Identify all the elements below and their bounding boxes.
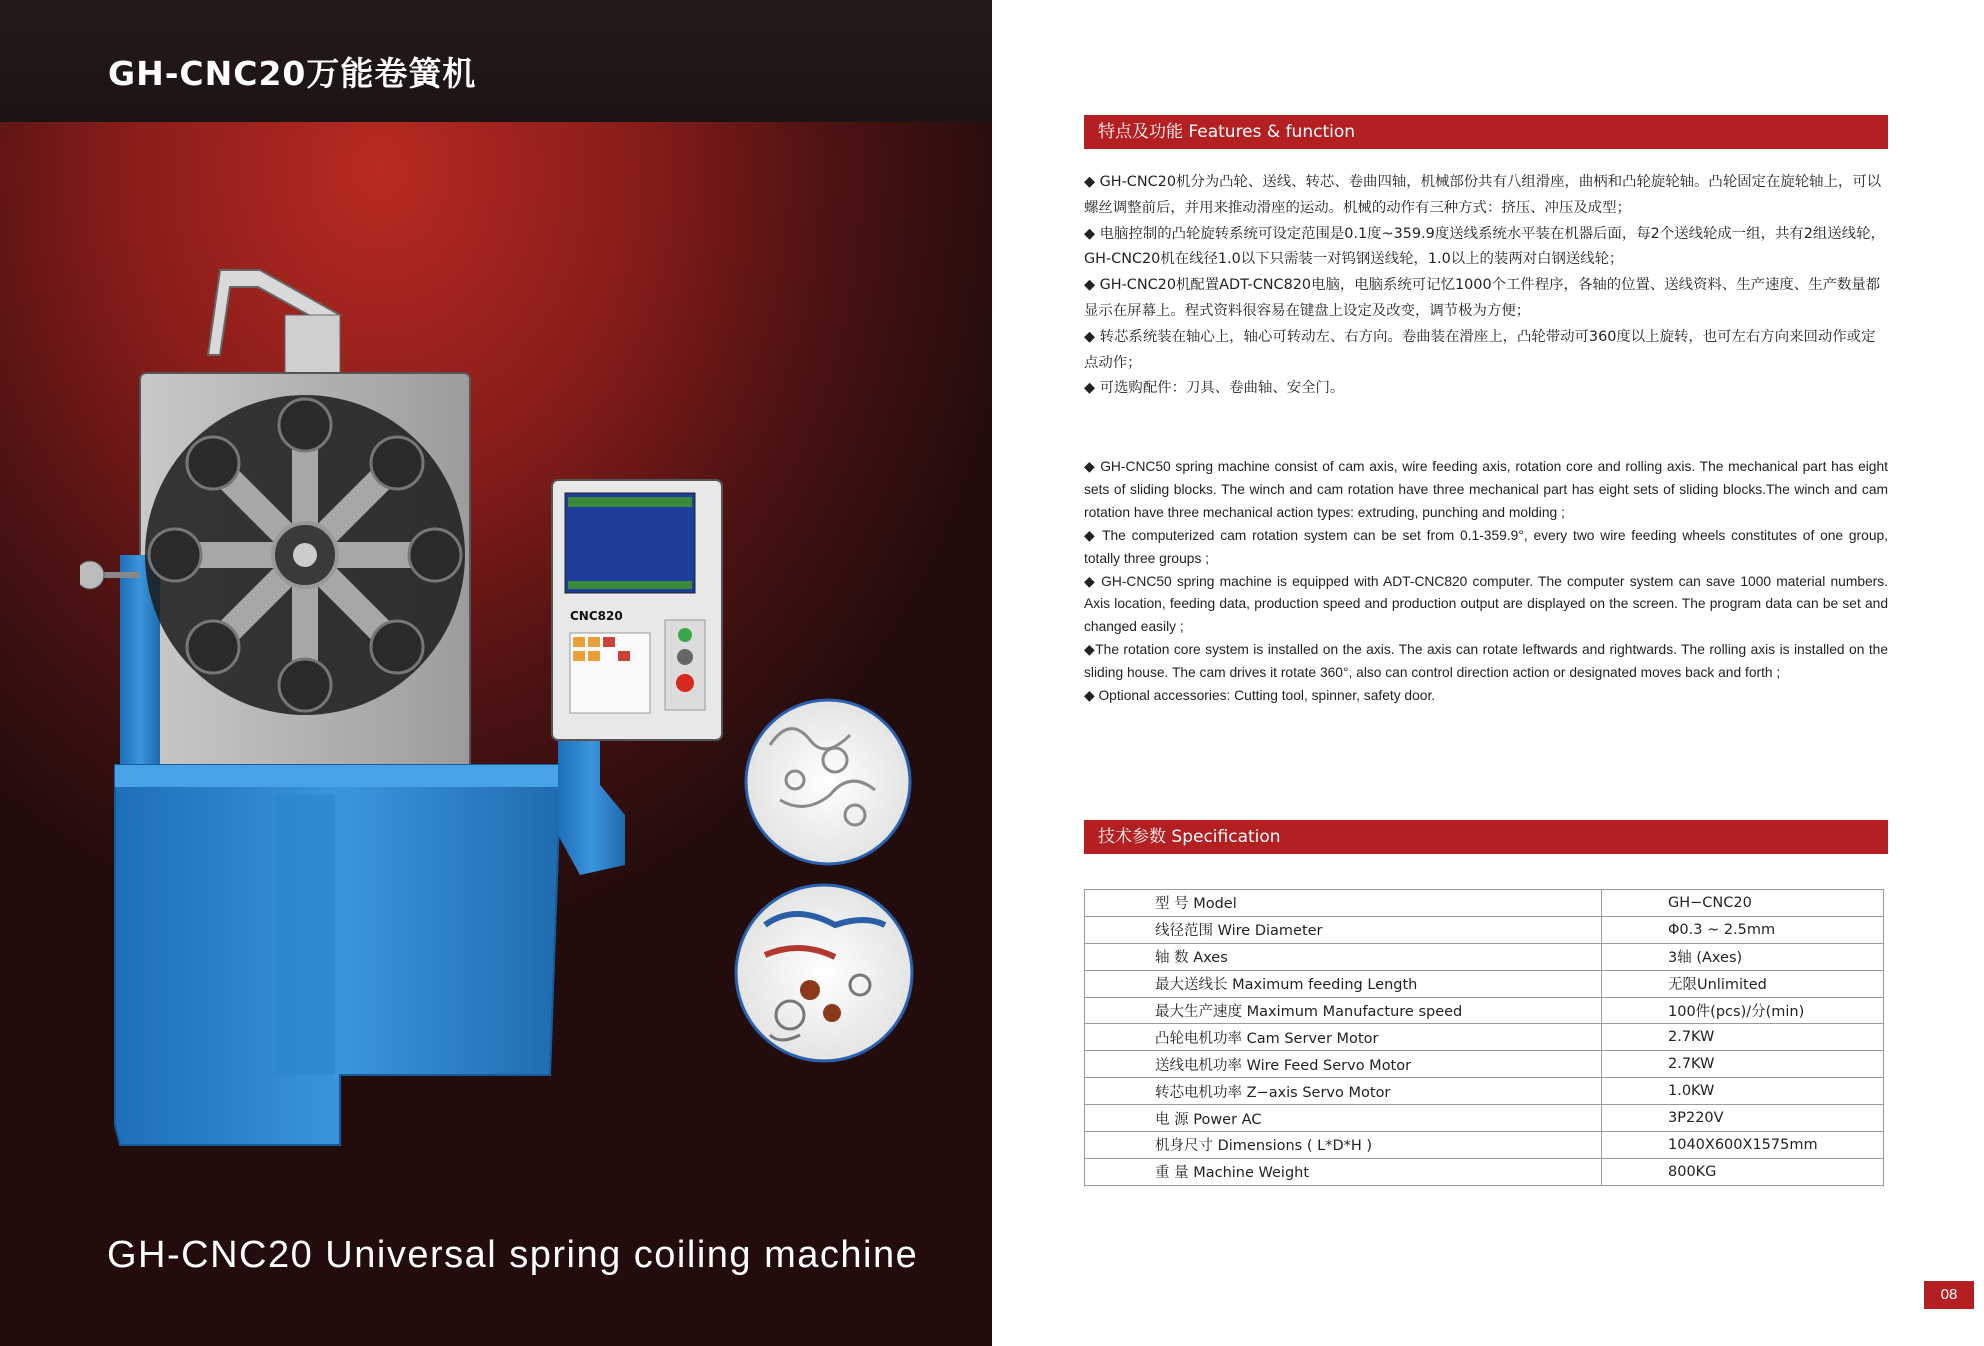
spec-value: 2.7KW	[1602, 1051, 1884, 1078]
spec-key: 型 号 Model	[1085, 890, 1602, 917]
table-row	[1085, 1078, 1884, 1105]
spec-key: 电 源 Power AC	[1085, 1105, 1602, 1132]
table-row	[1085, 1132, 1884, 1159]
spec-key: 最大生产速度 Maximum Manufacture speed	[1085, 997, 1602, 1024]
table-row	[1085, 1105, 1884, 1132]
machine-illustration	[80, 255, 980, 1175]
spec-value: 无限Unlimited	[1602, 970, 1884, 997]
page-title-en: GH-CNC20 Universal spring coiling machine	[107, 1234, 919, 1276]
handwheel-icon	[80, 561, 104, 589]
feature-en-item: ◆The rotation core system is installed on the axis. The axis can rotate leftwards and rightwards. The rolling axis is installed on the sliding house. The cam drives it rotate 360°, also can control direction action or designated moves back and forth ;	[1084, 642, 1888, 681]
table-row	[1085, 1158, 1884, 1185]
page-number: 08	[1924, 1281, 1974, 1309]
features-heading: 特点及功能 Features & function	[1098, 122, 1356, 142]
feature-en-item: ◆ GH-CNC50 spring machine consist of cam axis, wire feeding axis, rotation core and rolling axis. The mechanical part has eight sets of sliding blocks. The winch and cam rotation have three mechanical part has eight sets of sliding blocks.The winch and cam rotation have three mechanical action types: extruding, punching and molding ;	[1084, 459, 1888, 520]
feature-zh-item: ◆ GH-CNC20机配置ADT-CNC820电脑，电脑系统可记忆1000个工件程序，各轴的位置、送线资料、生产速度、生产数量都显示在屏幕上。程式资料很容易在键盘上设定及改变，调节极为方便；	[1084, 277, 1881, 319]
spec-key: 重 量 Machine Weight	[1085, 1158, 1602, 1185]
spec-heading-bar	[1084, 820, 1888, 854]
table-row	[1085, 1051, 1884, 1078]
spec-key: 转芯电机功率 Z−axis Servo Motor	[1085, 1078, 1602, 1105]
spec-value: 2.7KW	[1602, 1024, 1884, 1051]
spec-value: Φ0.3 ~ 2.5mm	[1602, 916, 1884, 943]
feature-zh-item: ◆ GH-CNC20机分为凸轮、送线、转芯、卷曲四轴，机械部份共有八组滑座，曲柄和凸轮旋轮轴。凸轮固定在旋轮轴上，可以螺丝调整前后，并用来推动滑座的运动。机械的动作有三种方式：挤压、冲压及成型；	[1084, 174, 1882, 216]
spec-key: 凸轮电机功率 Cam Server Motor	[1085, 1024, 1602, 1051]
feature-en-item: ◆ The computerized cam rotation system can be set from 0.1-359.9°, every two wire feeding wheels constitutes of one group, totally three groups ;	[1084, 527, 1888, 566]
feature-zh-item: ◆ 转芯系统装在轴心上，轴心可转动左、右方向。卷曲装在滑座上，凸轮带动可360度以上旋转，也可左右方向来回动作或定点动作；	[1084, 328, 1876, 371]
spec-value: 100件(pcs)/分(min)	[1602, 997, 1884, 1024]
control-panel	[552, 480, 722, 740]
spec-value: 1040X600X1575mm	[1602, 1132, 1884, 1159]
machine-base	[115, 765, 570, 1145]
spec-value: 3P220V	[1602, 1105, 1884, 1132]
features-heading-bar	[1084, 115, 1888, 149]
spec-value: GH−CNC20	[1602, 890, 1884, 917]
table-row	[1085, 1024, 1884, 1051]
controller-label: CNC820	[570, 609, 623, 623]
spec-table	[1084, 889, 1884, 1186]
spec-key: 机身尺寸 Dimensions ( L*D*H )	[1085, 1132, 1602, 1159]
spec-key: 送线电机功率 Wire Feed Servo Motor	[1085, 1051, 1602, 1078]
features-en	[1084, 456, 1888, 708]
spring-sample-2	[736, 885, 912, 1061]
features-zh	[1084, 170, 1888, 402]
control-post	[558, 735, 625, 875]
page-title-zh: GH-CNC20万能卷簧机	[108, 54, 477, 93]
feature-en-item: ◆ GH-CNC50 spring machine is equipped with ADT-CNC820 computer. The computer system can save 1000 material numbers. Axis location, feeding data, production speed and production output are displayed on the screen. The program data can be set and changed easily ;	[1084, 573, 1888, 635]
spec-key: 线径范围 Wire Diameter	[1085, 916, 1602, 943]
feature-en-item: ◆ Optional accessories: Cutting tool, spinner, safety door.	[1084, 688, 1436, 704]
table-row	[1085, 970, 1884, 997]
tool-wheel	[145, 395, 465, 715]
spec-heading: 技术参数 Specification	[1098, 827, 1281, 847]
table-row	[1085, 997, 1884, 1024]
spring-sample-1	[746, 700, 910, 864]
spec-value: 3轴 (Axes)	[1602, 943, 1884, 970]
spec-key: 轴 数 Axes	[1085, 943, 1602, 970]
table-row	[1085, 916, 1884, 943]
spec-key: 最大送线长 Maximum feeding Length	[1085, 970, 1602, 997]
spec-value: 1.0KW	[1602, 1078, 1884, 1105]
table-row	[1085, 943, 1884, 970]
feature-zh-item: ◆ 可选购配件：刀具、卷曲轴、安全门。	[1084, 380, 1345, 397]
spec-value: 800KG	[1602, 1158, 1884, 1185]
feature-zh-item: ◆ 电脑控制的凸轮旋转系统可设定范围是0.1度~359.9度送线系统水平装在机器后面，每2个送线轮成一组，共有2组送线轮，GH-CNC20机在线径1.0以下只需装一对钨钢送线轮，1.0以上的装两对白钢送线轮；	[1084, 225, 1885, 268]
wire-guide	[285, 315, 340, 375]
table-row	[1085, 890, 1884, 917]
